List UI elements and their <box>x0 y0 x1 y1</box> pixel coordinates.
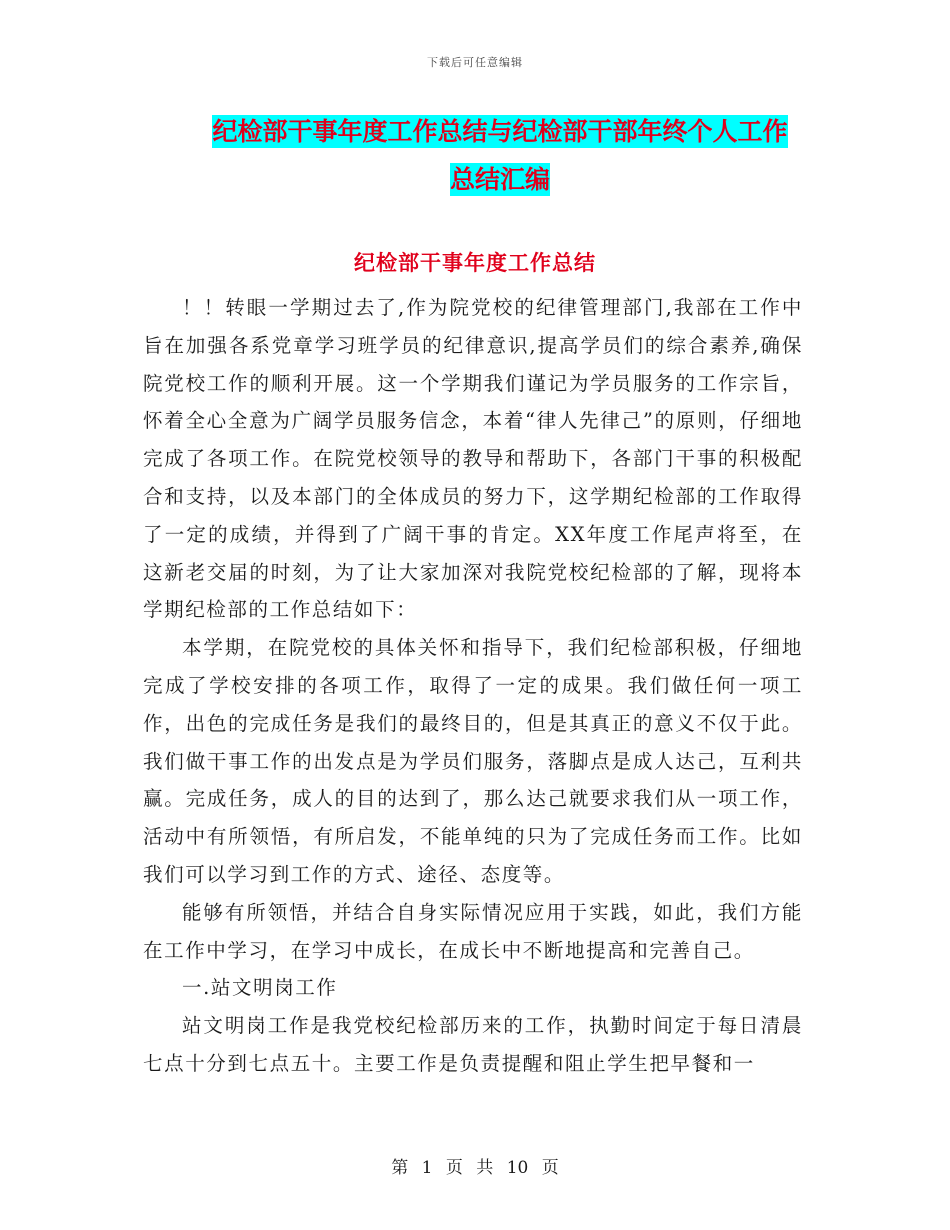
footer-page-label: 页 <box>445 1158 463 1178</box>
page-footer <box>0 1153 950 1178</box>
footer-suffix: 页 <box>541 1158 559 1178</box>
footer-page-number: 1 <box>421 1158 433 1178</box>
footer-prefix: 第 <box>391 1158 409 1178</box>
title-line-2: 总结汇编 <box>449 165 550 194</box>
footer-total-label: 共 <box>476 1158 494 1178</box>
section-title: 纪检部干事年度工作总结 <box>354 251 596 275</box>
document-title <box>180 108 820 204</box>
title-line-1: 纪检部干事年度工作总结与纪检部干部年终个人工作 <box>212 117 788 146</box>
subsection-heading: 一.站文明岗工作 <box>182 976 338 1000</box>
paragraph: 站文明岗工作是我党校纪检部历来的工作，执勤时间定于每日清晨七点十分到七点五十。主要工作是负责提醒和阻止学生把早餐和一 <box>143 1014 803 1075</box>
footer-total-pages: 10 <box>506 1158 529 1178</box>
paragraph: ！！转眼一学期过去了,作为院党校的纪律管理部门,我部在工作中旨在加强各系党章学习班学员的纪律意识,提高学员们的综合素养,确保院党校工作的顺利开展。这一个学期我们谨记为学员服务的工作宗旨，怀着全心全意为广阔学员服务信念，本着“律人先律己”的原则，仔细地完成了各项工作。在院党校领导的教导和帮助下，各部门干事的积极配合和支持，以及本部门的全体成员的努力下，这学期纪检部的工作取得了一定的成绩，并得到了广阔干事的肯定。XX年度工作尾声将至，在这新老交届的时刻，为了让大家加深对我院党校纪检部的了解，现将本学期纪检部的工作总结如下： <box>143 296 803 622</box>
paragraph: 本学期，在院党校的具体关怀和指导下，我们纪检部积极，仔细地完成了学校安排的各项工作，取得了一定的成果。我们做任何一项工作，出色的完成任务是我们的最终目的，但是其真正的意义不仅于此。我们做干事工作的出发点是为学员们服务，落脚点是成人达己，互利共赢。完成任务，成人的目的达到了，那么达己就要求我们从一项工作，活动中有所领悟，有所启发，不能单纯的只为了完成任务而工作。比如我们可以学习到工作的方式、途径、态度等。 <box>143 636 803 886</box>
header-note: 下载后可任意编辑 <box>427 56 523 69</box>
paragraph: 能够有所领悟，并结合自身实际情况应用于实践，如此，我们方能在工作中学习，在学习中成长，在成长中不断地提高和完善自己。 <box>143 900 803 962</box>
document-body <box>143 289 803 1083</box>
